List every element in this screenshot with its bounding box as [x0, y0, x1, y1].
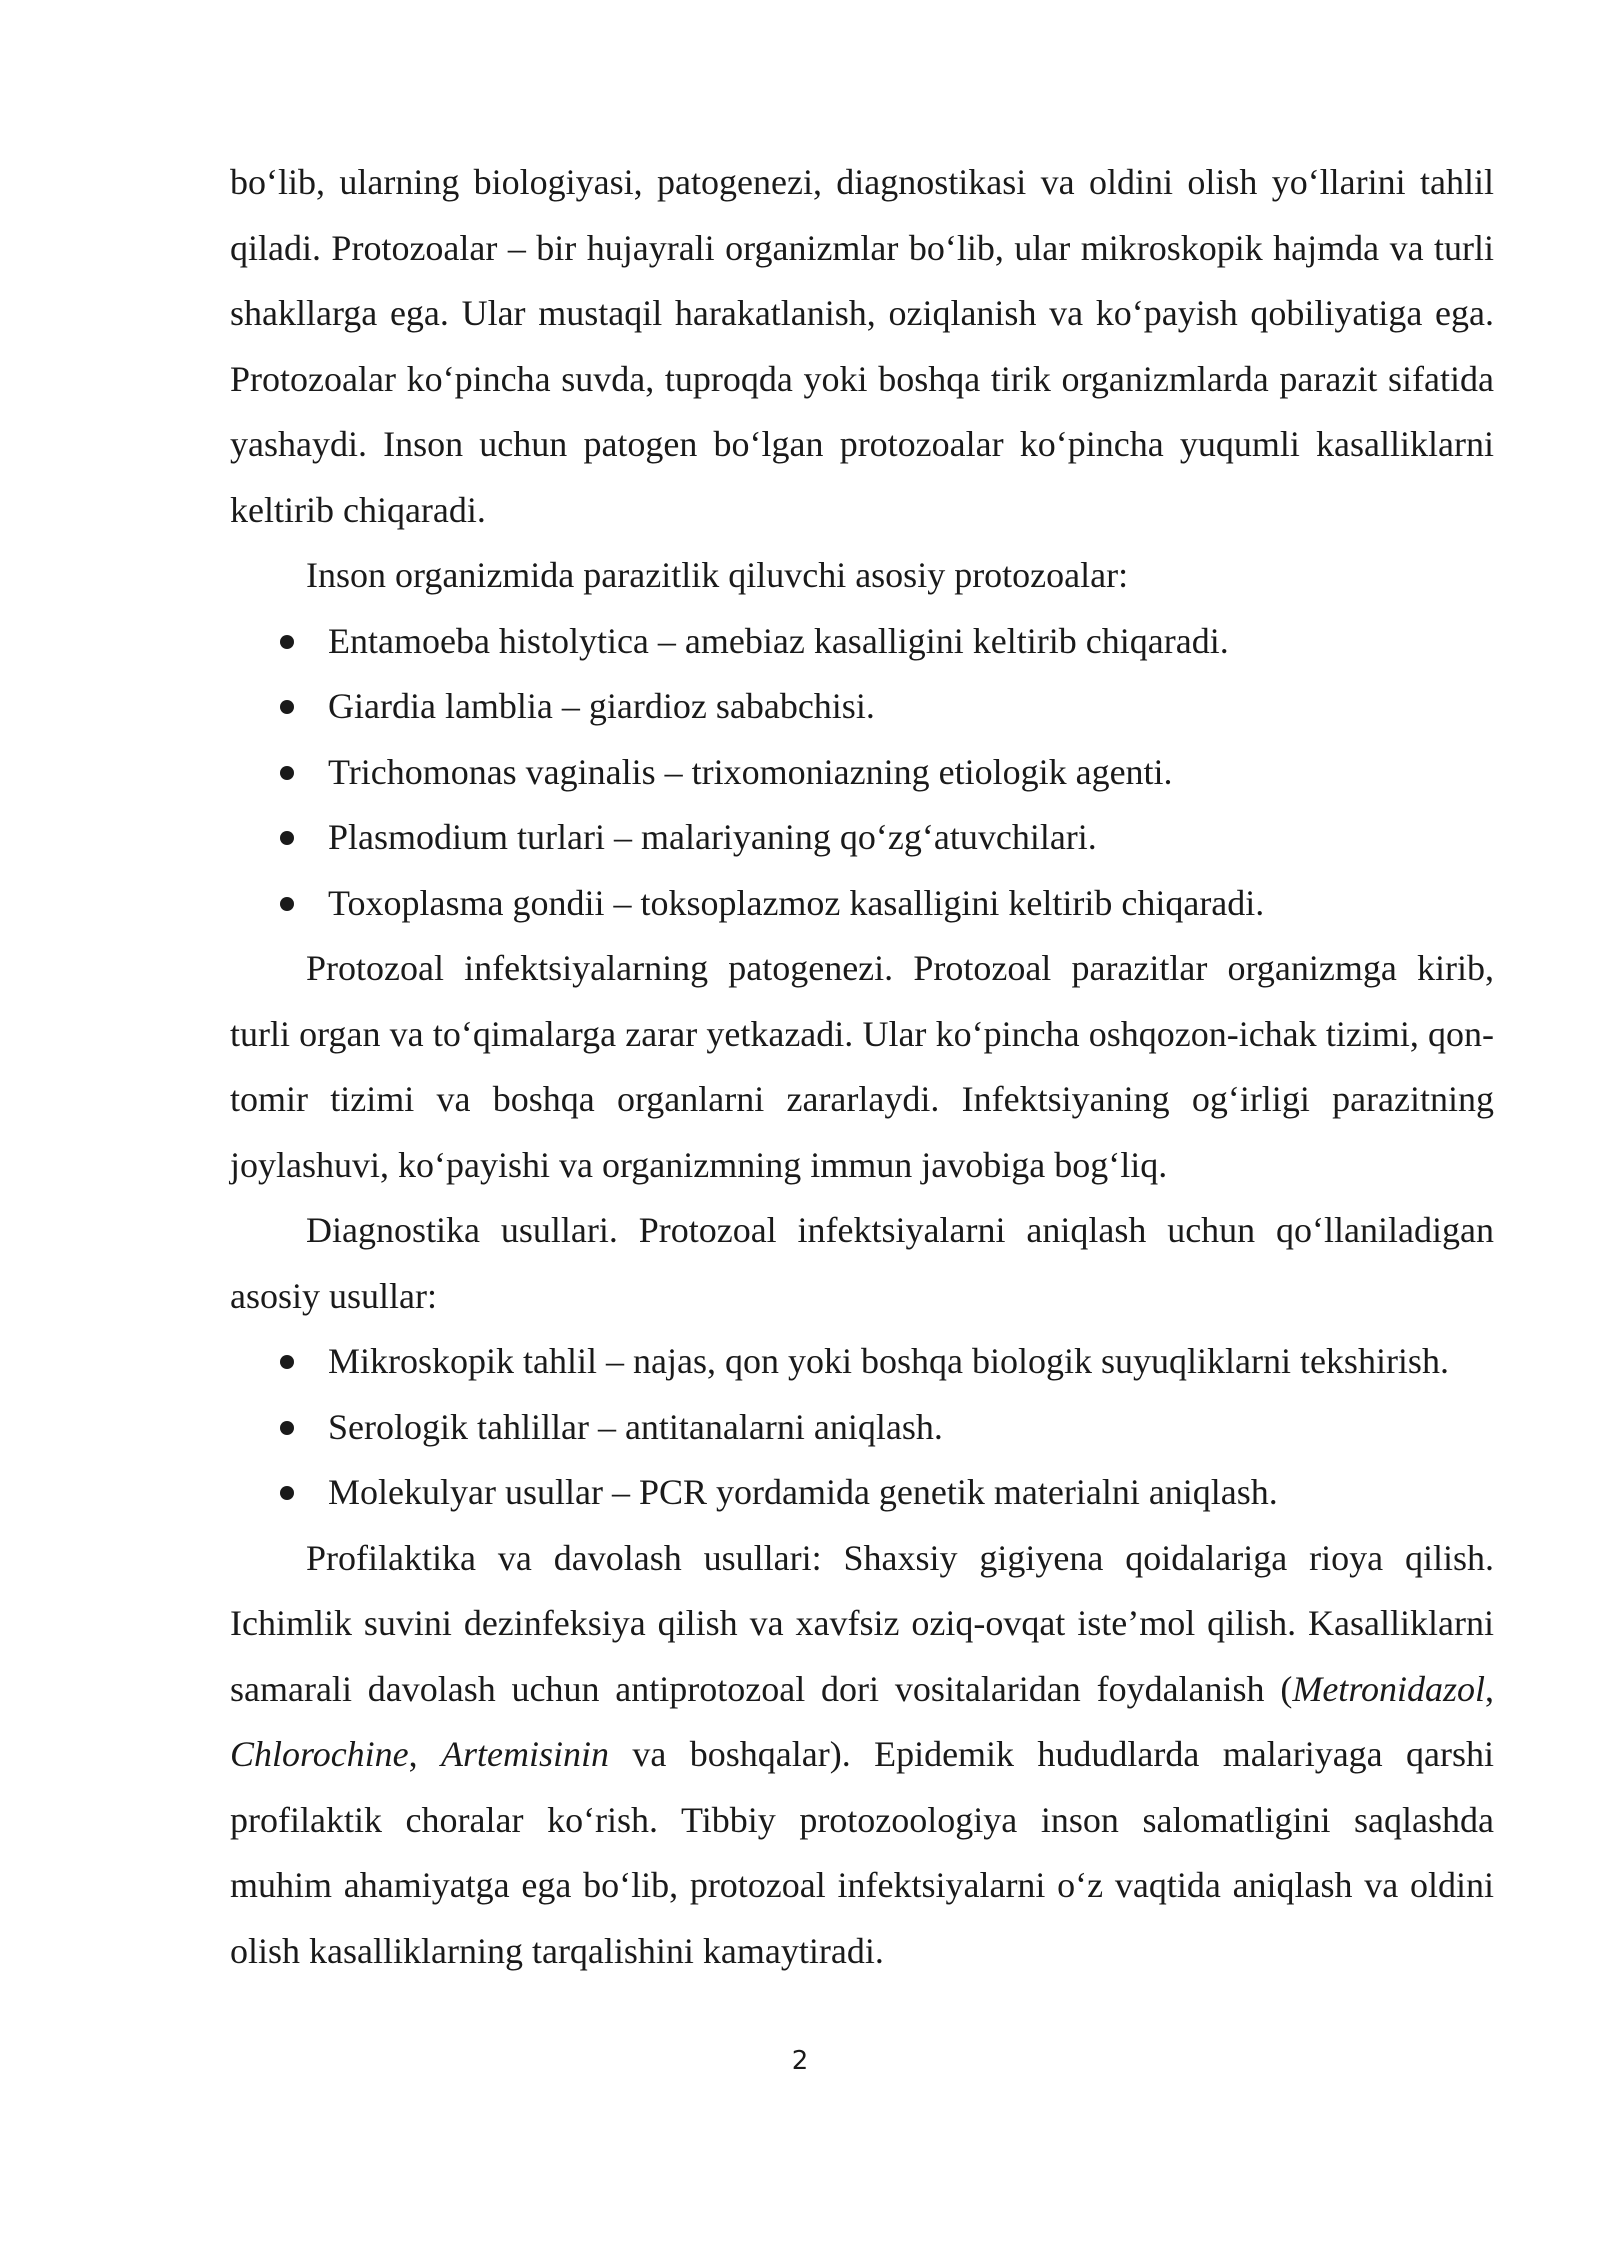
document-page — [230, 150, 1494, 1984]
paragraph-protozoa-heading: Inson organizmida parazitlik qiluvchi asosiy protozoalar: — [306, 555, 1129, 595]
list-item — [230, 609, 1494, 675]
drug-name-artemisinin: Artemisinin — [441, 1734, 610, 1774]
list-item — [230, 871, 1494, 937]
list-item-text: Trichomonas vaginalis – trixomoniazning etiologik agenti. — [328, 751, 1173, 792]
list-item-text: Plasmodium turlari – malariyaning qo‘zg‘atuvchilari. — [328, 817, 1097, 857]
paragraph-pathogenesis: Protozoal infektsiyalarning patogenezi. Protozoal parazitlar organizmga kirib, turli organ va to‘qimalarga zarar yetkazadi. Ular ko‘pincha oshqozon-ichak tizimi, qon-tomir tizimi va boshqa organlarni zararlaydi. Infektsiyaning og‘irligi parazitning joylashuvi, ko‘payishi va organizmning immun javobiga bog‘liq. — [230, 948, 1494, 1185]
list-item-text: Entamoeba histolytica – amebiaz kasalligini keltirib chiqaradi. — [328, 620, 1229, 661]
bullet-icon — [280, 766, 294, 780]
list-item — [230, 674, 1494, 740]
list-item-text: Molekulyar usullar – PCR yordamida genetik materialni aniqlash. — [328, 1472, 1278, 1512]
drug-name-metronidazol: Metronidazol — [1292, 1668, 1485, 1709]
bullet-icon — [280, 1355, 294, 1369]
bullet-icon — [280, 1421, 294, 1435]
list-item — [230, 1460, 1494, 1526]
list-item — [230, 1329, 1494, 1395]
list-item — [230, 740, 1494, 806]
page-number: 2 — [791, 2046, 809, 2076]
paragraph-prevention — [230, 1526, 1494, 1985]
separator: , — [408, 1734, 442, 1774]
protozoa-list — [230, 609, 1494, 937]
list-item — [230, 805, 1494, 871]
paragraph-diagnostics: Diagnostika usullari. Protozoal infektsiyalarni aniqlash uchun qo‘llaniladigan asosiy usullar: — [230, 1210, 1494, 1316]
separator: , — [1485, 1668, 1494, 1709]
prevention-text-start: Profilaktika va davolash usullari: Shaxsiy gigiyena qoidalariga rioya qilish. Ichimlik suvini dezinfeksiya qilish va xavfsiz oziq-ovqat iste’mol qilish. Kasalliklarni samarali davolash uchun antiprotozoal dori vositalaridan foydalanish ( — [230, 1537, 1494, 1709]
prevention-text-end: va boshqalar). Epidemik hududlarda malariyaga qarshi profilaktik choralar ko‘rish. Tibbiy protozoologiya inson salomatligini saqlashda muhim ahamiyatga ega bo‘lib, protozoal infektsiyalarni o‘z vaqtida aniqlash va oldini olish kasalliklarning tarqalishini kamaytiradi. — [230, 1734, 1495, 1971]
list-item-text: Toxoplasma gondii – toksoplazmoz kasalligini keltirib chiqaradi. — [328, 882, 1265, 923]
bullet-icon — [280, 897, 294, 911]
paragraph-intro: bo‘lib, ularning biologiyasi, patogenezi, diagnostikasi va oldini olish yo‘llarini tahlil qiladi. Protozoalar – bir hujayrali organizmlar bo‘lib, ular mikroskopik hajmda va turli shakllarga ega. Ular mustaqil harakatlanish, oziqlanish va ko‘payish qobiliyatiga ega. Protozoalar ko‘pincha suvda, tuproqda yoki boshqa tirik organizmlarda parazit sifatida yashaydi. Inson uchun patogen bo‘lgan protozoalar ko‘pincha yuqumli kasalliklarni keltirib chiqaradi. — [230, 162, 1494, 530]
drug-name-chlorochine: Chlorochine — [230, 1734, 409, 1774]
bullet-icon — [280, 1486, 294, 1500]
bullet-icon — [280, 700, 294, 714]
bullet-icon — [280, 635, 294, 649]
list-item — [230, 1395, 1494, 1461]
diagnostics-list — [230, 1329, 1494, 1526]
list-item-text: Mikroskopik tahlil – najas, qon yoki boshqa biologik suyuqliklarni tekshirish. — [328, 1341, 1449, 1381]
list-item-text: Giardia lamblia – giardioz sababchisi. — [328, 686, 875, 726]
list-item-text: Serologik tahlillar – antitanalarni aniqlash. — [328, 1406, 943, 1447]
bullet-icon — [280, 831, 294, 845]
